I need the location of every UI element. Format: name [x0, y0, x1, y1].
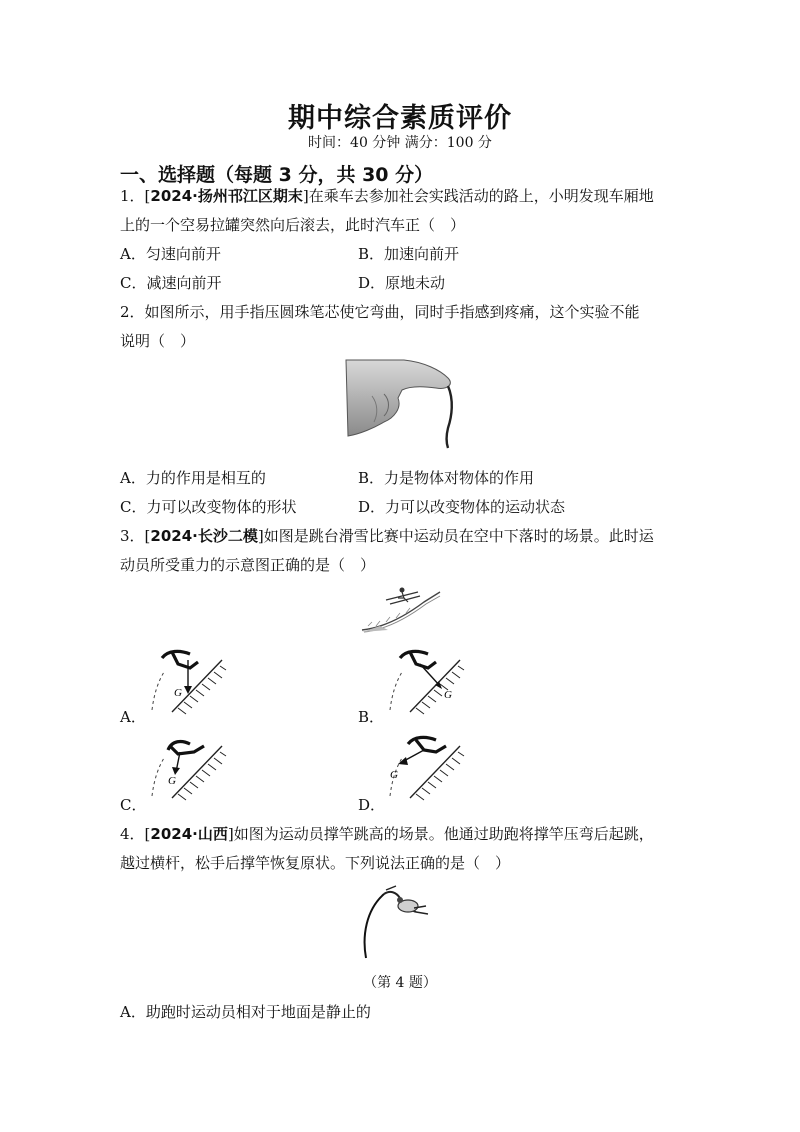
question-2-line-2: 说明（ ）: [120, 332, 196, 350]
q3-option-c[interactable]: C．: [120, 796, 147, 814]
q3-option-a[interactable]: A．: [120, 708, 146, 726]
q1-option-d[interactable]: D．原地未动: [358, 274, 446, 292]
gravity-label: G: [390, 769, 398, 781]
question-2-line-1: [120, 302, 640, 322]
ski-jump-scene-image: [360, 582, 442, 634]
q2-option-d[interactable]: D．力可以改变物体的运动状态: [358, 498, 566, 516]
question-text: 如图所示，用手指压圆珠笔芯使它弯曲，同时手指感到疼痛，这个实验不能: [144, 303, 640, 321]
question-number: 4．: [120, 825, 145, 843]
q3-diagram-c: [148, 732, 228, 802]
question-1-line-1: 1．[2024·扬州邗江区期末]在乘车去参加社会实践活动的路上，小明发现车厢地: [120, 187, 654, 205]
exam-info: 时间：40 分钟 满分：100 分: [308, 135, 492, 151]
question-source: 2024·山西: [150, 825, 228, 843]
figure-caption: （第 4 题）: [363, 975, 437, 991]
gravity-label: G: [444, 689, 452, 701]
page-title: 期中综合素质评价: [288, 103, 512, 134]
q3-option-b[interactable]: B．: [358, 708, 385, 726]
q3-option-d[interactable]: D．: [358, 796, 386, 814]
q2-option-b[interactable]: B．力是物体对物体的作用: [358, 469, 535, 487]
question-source: 2024·长沙二模: [150, 527, 258, 545]
q3-diagram-d: [386, 732, 466, 802]
question-3-line-2: 动员所受重力的示意图正确的是（ ）: [120, 556, 376, 574]
question-number: 3．: [120, 527, 145, 545]
q2-option-a[interactable]: A．力的作用是相互的: [120, 469, 266, 487]
question-1-line-2: 上的一个空易拉罐突然向后滚去，此时汽车正（ ）: [120, 216, 466, 234]
hand-pressing-pen-image: [344, 356, 456, 450]
q1-option-c[interactable]: C．减速向前开: [120, 274, 222, 292]
gravity-label: G: [168, 775, 176, 787]
question-text: 在乘车去参加社会实践活动的路上，小明发现车厢地: [308, 187, 654, 205]
question-3-line-1: 3．[2024·长沙二模]如图是跳台滑雪比赛中运动员在空中下落时的场景。此时运: [120, 527, 654, 545]
question-number: 2．: [120, 303, 145, 321]
question-text: 如图为运动员撑竿跳高的场景。他通过助跑将撑竿压弯后起跳，: [233, 825, 654, 843]
pole-vault-image: [356, 880, 436, 960]
question-4-line-1: 4．[2024·山西]如图为运动员撑竿跳高的场景。他通过助跑将撑竿压弯后起跳，: [120, 825, 654, 843]
question-source: 2024·扬州邗江区期末: [150, 187, 303, 205]
q4-option-a[interactable]: A．助跑时运动员相对于地面是静止的: [120, 1003, 371, 1021]
question-number: 1．: [120, 187, 145, 205]
section-heading: 一、选择题（每题 3 分，共 30 分）: [120, 164, 434, 186]
q3-diagram-b: [386, 646, 466, 716]
question-4-line-2: 越过横杆，松手后撑竿恢复原状。下列说法正确的是（ ）: [120, 854, 511, 872]
q1-option-a[interactable]: A．匀速向前开: [120, 245, 221, 263]
gravity-label: G: [174, 687, 182, 699]
q2-option-c[interactable]: C．力可以改变物体的形状: [120, 498, 297, 516]
q3-diagram-a: [148, 646, 228, 716]
q1-option-b[interactable]: B．加速向前开: [358, 245, 460, 263]
question-text: 如图是跳台滑雪比赛中运动员在空中下落时的场景。此时运: [263, 527, 654, 545]
